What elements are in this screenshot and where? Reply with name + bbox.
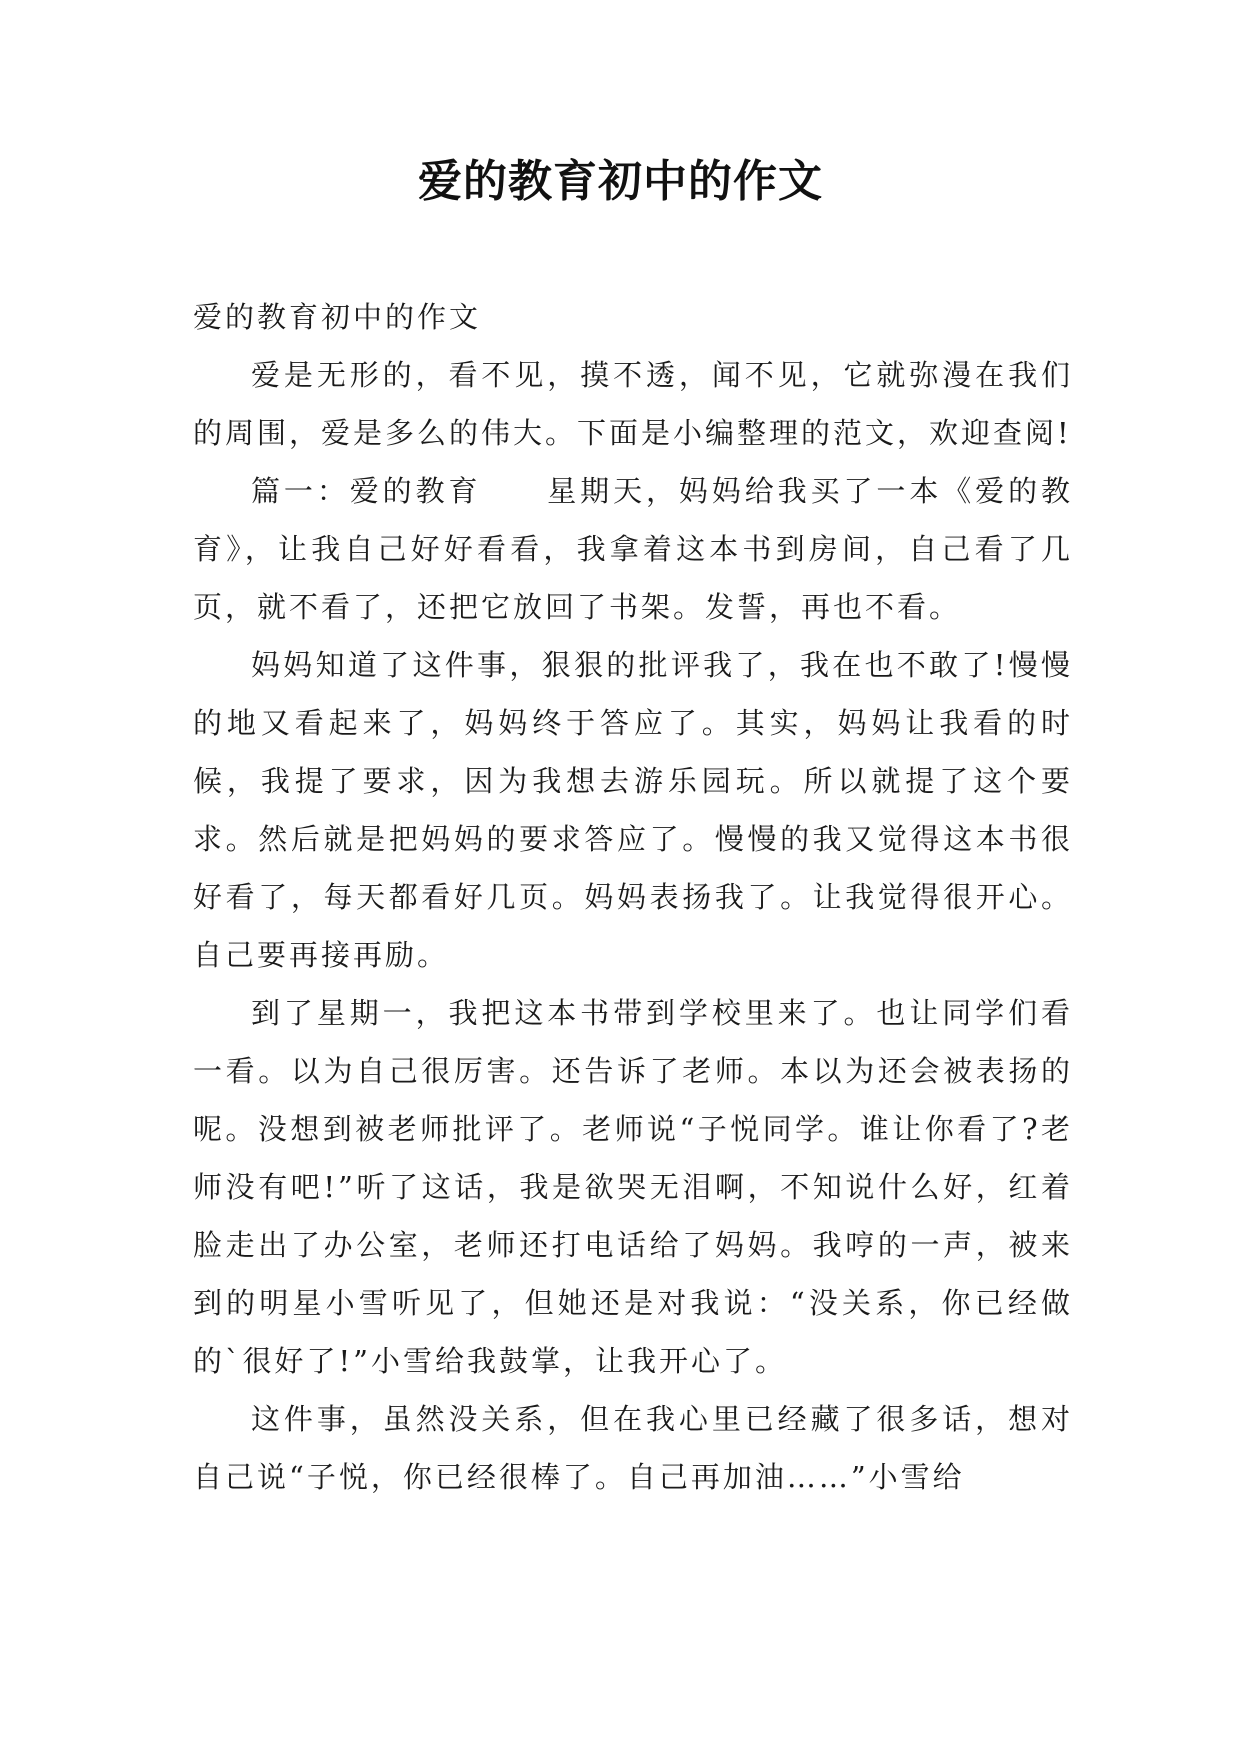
document-title: 爱的教育初中的作文 (418, 156, 823, 207)
paragraph-monday-school: 到了星期一，我把这本书带到学校里来了。也让同学们看一看。以为自己很厉害。还告诉了老师。本以为还会被表扬的呢。没想到被老师批评了。老师说“子悦同学。谁让你看了?老师没有吧!”听了这话，我是欲哭无泪啊，不知说什么好，红着脸走出了办公室，老师还打电话给了妈妈。我哼的一声，被来到的明星小雪听见了，但她还是对我说：“没关系，你已经做的`很好了!”小雪给我鼓掌，让我开心了。 (193, 996, 1073, 1378)
paragraph-chapter-one: 篇一：爱的教育 星期天，妈妈给我买了一本《爱的教育》，让我自己好好看看，我拿着这本书到房间，自己看了几页，就不看了，还把它放回了书架。发誓，再也不看。 (193, 474, 1073, 624)
paragraph-reflection: 这件事，虽然没关系，但在我心里已经藏了很多话，想对自己说“子悦，你已经很棒了。自己再加油……”小雪给 (193, 1402, 1073, 1494)
document-body (193, 288, 1073, 1506)
document-subtitle: 爱的教育初中的作文 (193, 300, 482, 334)
paragraph-intro: 爱是无形的，看不见，摸不透，闻不见，它就弥漫在我们的周围，爱是多么的伟大。下面是小编整理的范文，欢迎查阅! (193, 358, 1073, 450)
paragraph-mother-criticism: 妈妈知道了这件事，狠狠的批评我了，我在也不敢了!慢慢的地又看起来了，妈妈终于答应了。其实，妈妈让我看的时候，我提了要求，因为我想去游乐园玩。所以就提了这个要求。然后就是把妈妈的要求答应了。慢慢的我又觉得这本书很好看了，每天都看好几页。妈妈表扬我了。让我觉得很开心。自己要再接再励。 (193, 648, 1073, 972)
